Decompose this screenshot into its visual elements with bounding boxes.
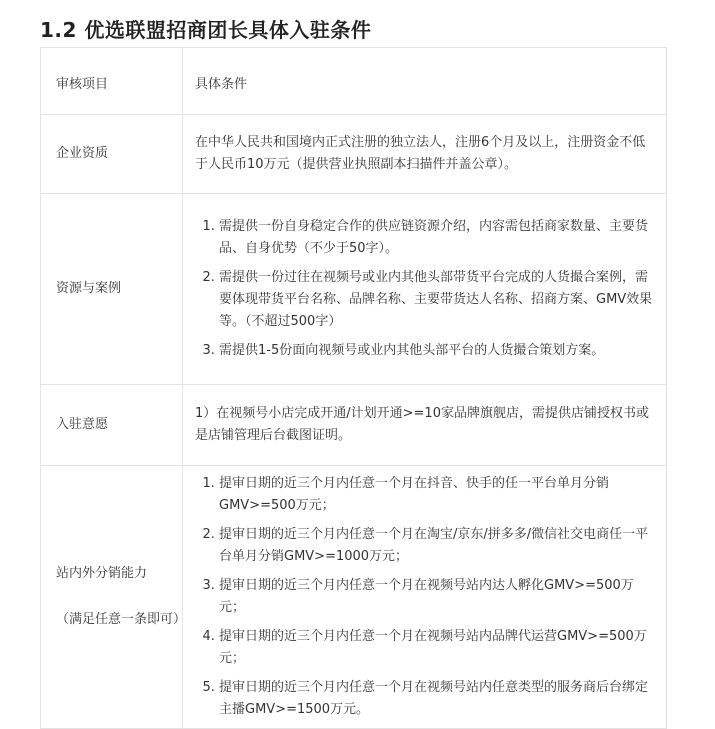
resources-item-1: 1. 需提供一份自身稳定合作的供应链资源介绍，内容需包括商家数量、主要货品、自身优势（不少于50字）。 bbox=[219, 216, 654, 260]
page-title: 1.2 优选联盟招商团长具体入驻条件 bbox=[40, 18, 372, 42]
sales-content bbox=[183, 466, 667, 729]
header-conditions: 具体条件 bbox=[183, 48, 667, 115]
table-row-resources bbox=[41, 194, 667, 385]
sales-item-4: 4. 提审日期的近三个月内任意一个月在视频号站内品牌代运营GMV>=500万元； bbox=[219, 626, 654, 670]
resources-label: 资源与案例 bbox=[41, 194, 183, 385]
table-row-sales bbox=[41, 466, 667, 729]
sales-item-2: 2. 提审日期的近三个月内任意一个月在淘宝/京东/拼多多/微信社交电商任一平台单月分销GMV>=1000万元； bbox=[219, 524, 654, 568]
sales-item-5: 5. 提审日期的近三个月内任意一个月在视频号站内任意类型的服务商后台绑定主播GMV>=1500万元。 bbox=[219, 677, 654, 721]
sales-cell bbox=[41, 466, 187, 729]
qualification-text: 在中华人民共和国境内正式注册的独立法人，注册6个月及以上，注册资金不低于人民币10万元（提供营业执照副本扫描件并盖公章）。 bbox=[183, 115, 667, 194]
resources-item-2: 2. 需提供一份过往在视频号或业内其他头部带货平台完成的人货撮合案例，需要体现带货平台名称、品牌名称、主要带货达人名称、招商方案、GMV效果等。（不超过500字） bbox=[219, 267, 654, 333]
willingness-text: 1）在视频号小店完成开通/计划开通>=10家品牌旗舰店，需提供店铺授权书或是店铺管理后台截图证明。 bbox=[183, 385, 667, 466]
requirements-table bbox=[40, 47, 667, 729]
resources-list bbox=[195, 216, 654, 362]
sales-list bbox=[195, 473, 654, 721]
sales-item-1: 1. 提审日期的近三个月内任意一个月在抖音、快手的任一平台单月分销GMV>=500万元； bbox=[219, 473, 654, 517]
header-audit-item: 审核项目 bbox=[41, 48, 183, 115]
resources-content bbox=[183, 194, 667, 385]
qualification-label: 企业资质 bbox=[41, 115, 183, 194]
willingness-label: 入驻意愿 bbox=[41, 385, 183, 466]
table-row-qualification bbox=[41, 115, 667, 194]
sales-note: （满足任意一条即可） bbox=[56, 612, 187, 627]
sales-label: 站内外分销能力 bbox=[56, 566, 148, 581]
sales-item-3: 3. 提审日期的近三个月内任意一个月在视频号站内达人孵化GMV>=500万元； bbox=[219, 575, 654, 619]
resources-item-3: 3. 需提供1-5份面向视频号或业内其他头部平台的人货撮合策划方案。 bbox=[219, 340, 654, 362]
table-header-row bbox=[41, 48, 667, 115]
table-row-willingness bbox=[41, 385, 667, 466]
